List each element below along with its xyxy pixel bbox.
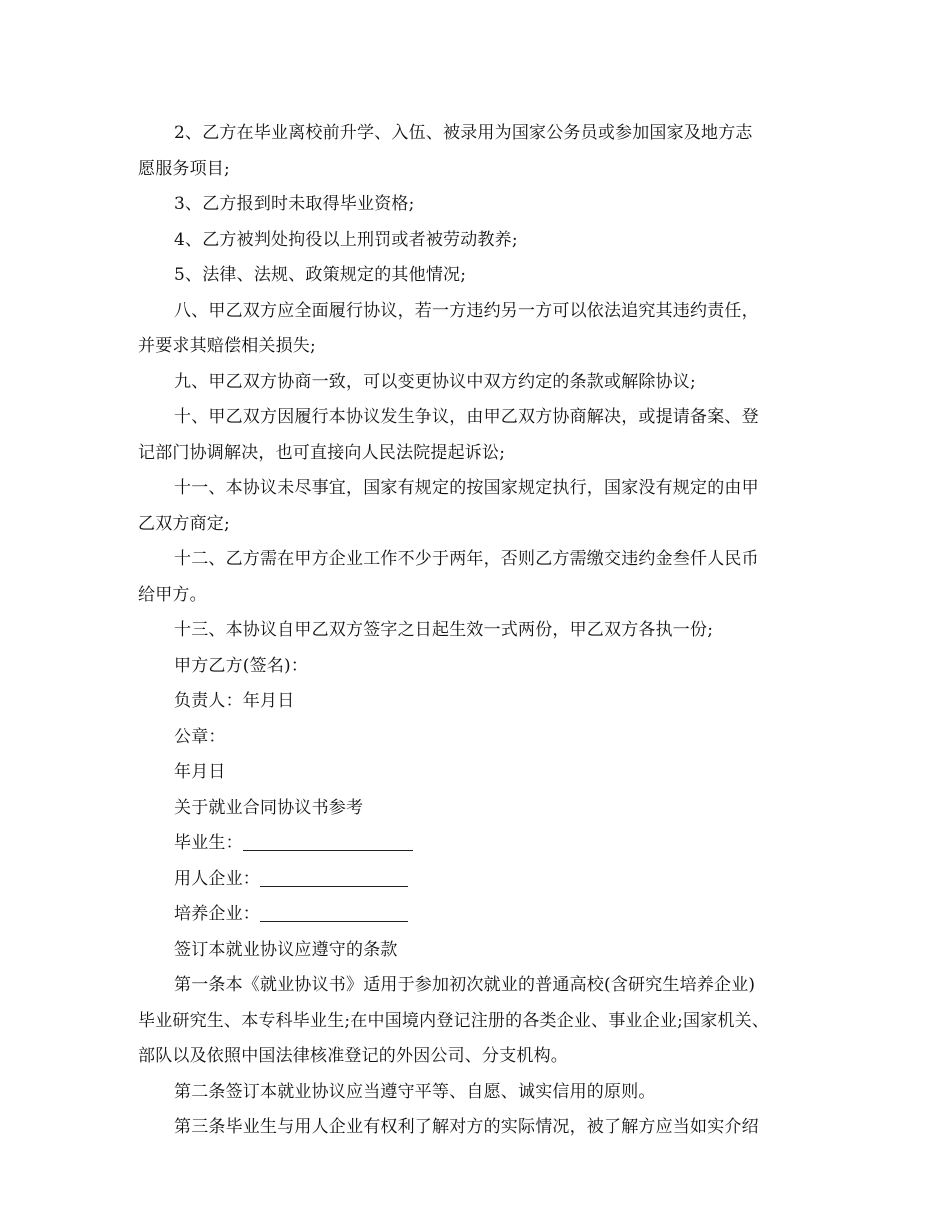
- paragraph-line: 十二、乙方需在甲方企业工作不少于两年，否则乙方需缴交违约金叁仟人民币: [174, 549, 759, 569]
- paragraph-line: 并要求其赔偿相关损失;: [138, 336, 316, 356]
- paragraph-line: 愿服务项目;: [138, 158, 230, 179]
- paragraph-line: 给甲方。: [138, 584, 207, 605]
- paragraph-line: 4、乙方被判处拘役以上刑罚或者被劳动教养;: [174, 229, 518, 250]
- employer-blank-line: [260, 866, 408, 887]
- paragraph-line: 十、甲乙双方因履行本协议发生争议，由甲乙双方协商解决，或提请备案、登: [174, 407, 759, 427]
- paragraph-line: 乙双方商定;: [138, 513, 230, 534]
- training-unit-field-label: 培养企业：: [174, 904, 260, 924]
- paragraph-line: 十一、本协议未尽事宜，国家有规定的按国家规定执行，国家没有规定的由甲: [174, 478, 759, 498]
- paragraph-line: 第二条签订本就业协议应当遵守平等、自愿、诚实信用的原则。: [174, 1081, 656, 1102]
- graduate-field-row: [138, 826, 818, 862]
- paragraph-line: 第三条毕业生与用人企业有权利了解对方的实际情况，被了解方应当如实介绍: [174, 1117, 759, 1137]
- training-unit-blank-line: [260, 901, 408, 922]
- paragraph-line: 记部门协调解决，也可直接向人民法院提起诉讼;: [138, 442, 506, 463]
- section-title: 关于就业合同协议书参考: [174, 797, 364, 818]
- clauses-heading: 签订本就业协议应遵守的条款: [174, 939, 398, 960]
- signature-line: 甲方乙方(签名)：: [174, 655, 309, 676]
- paragraph-line: 毕业研究生、本专科毕业生;在中国境内登记注册的各类企业、事业企业;国家机关、: [138, 1010, 770, 1031]
- paragraph-line: 2、乙方在毕业离校前升学、入伍、被录用为国家公务员或参加国家及地方志: [174, 123, 753, 143]
- graduate-blank-line: [243, 830, 413, 851]
- paragraph-line: 九、甲乙双方协商一致，可以变更协议中双方约定的条款或解除协议;: [174, 371, 696, 392]
- paragraph-line: 3、乙方报到时未取得毕业资格;: [174, 194, 415, 214]
- paragraph-line: 5、法律、法规、政策规定的其他情况;: [174, 265, 467, 285]
- date-line: 年月日: [174, 762, 226, 782]
- employer-field-row: [138, 862, 818, 898]
- paragraph-line: 部队以及依照中国法律核准登记的外因公司、分支机构。: [138, 1046, 568, 1066]
- document-body: [138, 116, 818, 1146]
- paragraph-line: 十三、本协议自甲乙双方签字之日起生效一式两份，甲乙双方各执一份;: [174, 620, 714, 640]
- training-unit-field-row: [138, 897, 818, 933]
- employer-field-label: 用人企业：: [174, 868, 260, 889]
- paragraph-line: 第一条本《就业协议书》适用于参加初次就业的普通高校(含研究生培养企业): [174, 975, 756, 995]
- graduate-field-label: 毕业生：: [174, 833, 243, 853]
- paragraph-line: 八、甲乙双方应全面履行协议，若一方违约另一方可以依法追究其违约责任，: [174, 300, 759, 321]
- responsible-person-line: 负责人：年月日: [174, 691, 295, 711]
- official-seal-line: 公章：: [174, 726, 226, 747]
